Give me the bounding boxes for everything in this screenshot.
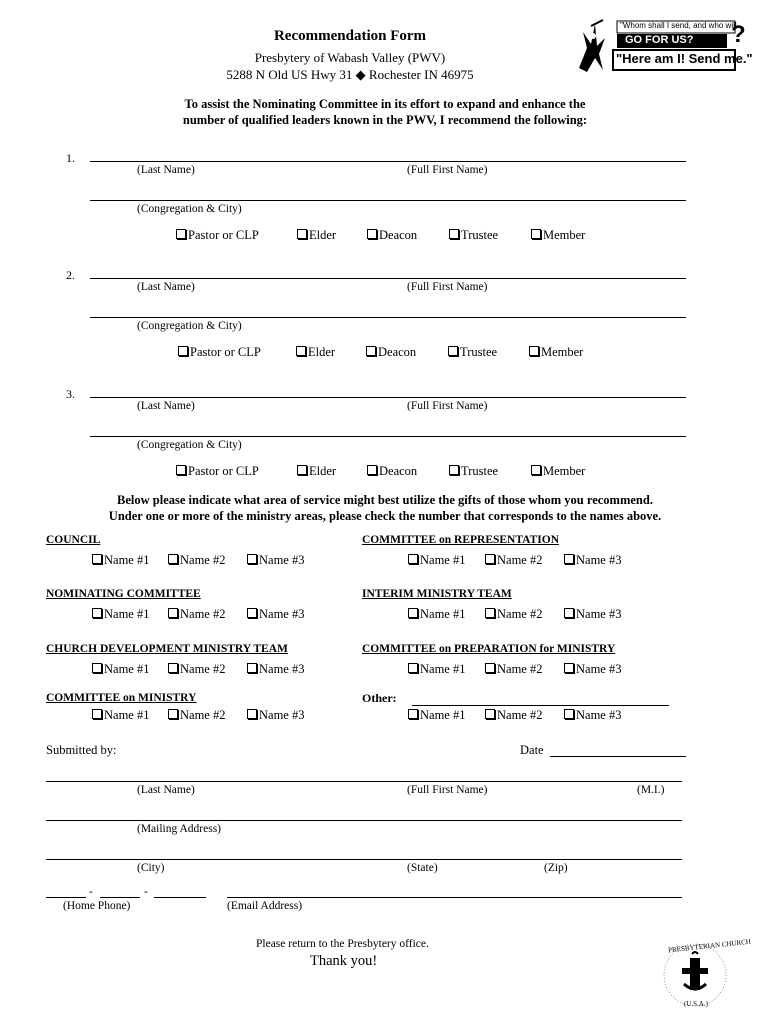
role-member-checkbox[interactable]: Member	[531, 228, 585, 243]
nominee-number-3: 3.	[66, 387, 75, 401]
checkbox-icon	[531, 229, 541, 239]
nominee-1-name-line[interactable]	[90, 161, 686, 162]
other-name-1-checkbox[interactable]: Name #1	[408, 708, 465, 723]
city-state-zip-line[interactable]	[46, 859, 682, 860]
representation-name-3-checkbox[interactable]: Name #3	[564, 553, 621, 568]
congregation-label: (Congregation & City)	[137, 320, 242, 332]
home-phone-label: (Home Phone)	[63, 900, 131, 912]
area-other-label: Other:	[362, 691, 397, 705]
other-name-2-checkbox[interactable]: Name #2	[485, 708, 542, 723]
checkbox-icon	[564, 663, 574, 673]
representation-name-2-checkbox[interactable]: Name #2	[485, 553, 542, 568]
presbytery-name: Presbytery of Wabash Valley (PWV)	[254, 50, 446, 65]
council-name-3-checkbox[interactable]: Name #3	[247, 553, 304, 568]
preparation-name-1-checkbox[interactable]: Name #1	[408, 662, 465, 677]
checkbox-icon	[367, 229, 377, 239]
seal-text-top: PRESBYTERIAN CHURCH	[667, 937, 752, 955]
church-dev-name-3-checkbox[interactable]: Name #3	[247, 662, 304, 677]
checkbox-icon	[564, 608, 574, 618]
nominating-name-2-checkbox[interactable]: Name #2	[168, 607, 225, 622]
church-dev-name-1-checkbox[interactable]: Name #1	[92, 662, 149, 677]
role-trustee-checkbox[interactable]: Trustee	[449, 464, 498, 479]
area-nominating-heading: NOMINATING COMMITTEE	[46, 588, 201, 600]
nominee-number-2: 2.	[66, 268, 75, 282]
checkbox-icon	[168, 554, 178, 564]
congregation-label: (Congregation & City)	[137, 439, 242, 451]
checkbox-icon	[449, 229, 459, 239]
other-name-3-checkbox[interactable]: Name #3	[564, 708, 621, 723]
submitter-mi-label: (M.I.)	[637, 784, 665, 796]
checkbox-icon	[168, 608, 178, 618]
role-member-checkbox[interactable]: Member	[531, 464, 585, 479]
role-trustee-checkbox[interactable]: Trustee	[449, 228, 498, 243]
role-elder-checkbox[interactable]: Elder	[296, 345, 335, 360]
ministry-name-2-checkbox[interactable]: Name #2	[168, 708, 225, 723]
nominee-2-name-line[interactable]	[90, 278, 686, 279]
interim-name-1-checkbox[interactable]: Name #1	[408, 607, 465, 622]
checkbox-icon	[296, 346, 306, 356]
here-am-i-logo	[573, 18, 753, 74]
last-name-label: (Last Name)	[137, 400, 195, 412]
role-elder-checkbox[interactable]: Elder	[297, 228, 336, 243]
checkbox-icon	[247, 709, 257, 719]
role-pastor-checkbox[interactable]: Pastor or CLP	[178, 345, 261, 360]
checkbox-icon	[178, 346, 188, 356]
checkbox-icon	[92, 709, 102, 719]
congregation-label: (Congregation & City)	[137, 203, 242, 215]
area-interim-heading: INTERIM MINISTRY TEAM	[362, 588, 512, 600]
first-name-label: (Full First Name)	[407, 164, 488, 176]
nominee-3-congregation-line[interactable]	[90, 436, 686, 437]
city-label: (City)	[137, 862, 165, 874]
checkbox-icon	[247, 663, 257, 673]
other-area-line[interactable]	[412, 705, 669, 706]
area-council-heading: COUNCIL	[46, 534, 101, 546]
checkbox-icon	[564, 709, 574, 719]
checkbox-icon	[168, 663, 178, 673]
intro-line-2: number of qualified leaders known in the PWV, I recommend the following:	[182, 113, 588, 127]
nominee-number-1: 1.	[66, 151, 75, 165]
seal-text-bottom: (U.S.A.)	[684, 1000, 708, 1008]
instructions-line-1: Below please indicate what area of service might best utilize the gifts of those whom you recommend.	[117, 493, 653, 507]
council-name-1-checkbox[interactable]: Name #1	[92, 553, 149, 568]
preparation-name-3-checkbox[interactable]: Name #3	[564, 662, 621, 677]
checkbox-icon	[485, 709, 495, 719]
return-instructions: Please return to the Presbytery office.	[256, 938, 429, 950]
area-preparation-heading: COMMITTEE on PREPARATION for MINISTRY	[362, 643, 616, 655]
form-title: Recommendation Form	[273, 28, 427, 44]
instructions-line-2: Under one or more of the ministry areas, please check the number that corresponds to the names above.	[108, 509, 662, 523]
checkbox-icon	[485, 554, 495, 564]
checkbox-icon	[176, 229, 186, 239]
role-trustee-checkbox[interactable]: Trustee	[448, 345, 497, 360]
checkbox-icon	[247, 554, 257, 564]
checkbox-icon	[408, 663, 418, 673]
checkbox-icon	[92, 554, 102, 564]
checkbox-icon	[168, 709, 178, 719]
checkbox-icon	[449, 465, 459, 475]
checkbox-icon	[92, 608, 102, 618]
checkbox-icon	[297, 465, 307, 475]
phone-prefix-line[interactable]	[100, 897, 140, 898]
checkbox-icon	[92, 663, 102, 673]
checkbox-icon	[485, 608, 495, 618]
ministry-name-3-checkbox[interactable]: Name #3	[247, 708, 304, 723]
checkbox-icon	[531, 465, 541, 475]
date-label: Date	[520, 743, 544, 757]
mailing-address-line[interactable]	[46, 820, 682, 821]
submitter-name-line[interactable]	[46, 781, 682, 782]
role-deacon-checkbox[interactable]: Deacon	[367, 228, 417, 243]
role-elder-checkbox[interactable]: Elder	[297, 464, 336, 479]
checkbox-icon	[408, 608, 418, 618]
date-line[interactable]	[550, 756, 686, 757]
checkbox-icon	[448, 346, 458, 356]
phone-dash-1: -	[89, 886, 93, 898]
nominee-1-congregation-line[interactable]	[90, 200, 686, 201]
presbyterian-seal	[660, 937, 752, 1010]
role-pastor-checkbox[interactable]: Pastor or CLP	[176, 464, 259, 479]
intro-line-1: To assist the Nominating Committee in its effort to expand and enhance the	[184, 97, 586, 111]
checkbox-icon	[485, 663, 495, 673]
phone-line-number-line[interactable]	[154, 897, 206, 898]
role-deacon-checkbox[interactable]: Deacon	[367, 464, 417, 479]
submitter-first-name-label: (Full First Name)	[407, 784, 488, 796]
representation-name-1-checkbox[interactable]: Name #1	[408, 553, 465, 568]
checkbox-icon	[297, 229, 307, 239]
state-label: (State)	[407, 862, 438, 874]
first-name-label: (Full First Name)	[407, 400, 488, 412]
checkbox-icon	[367, 465, 377, 475]
church-dev-name-2-checkbox[interactable]: Name #2	[168, 662, 225, 677]
presbytery-address: 5288 N Old US Hwy 31 ◆ Rochester IN 46975	[226, 67, 474, 82]
svg-text:?: ?	[731, 21, 746, 48]
checkbox-icon	[529, 346, 539, 356]
logo-line3: "Here am I! Send me."	[616, 51, 753, 66]
submitter-last-name-label: (Last Name)	[137, 784, 195, 796]
phone-area-code-line[interactable]	[46, 897, 86, 898]
ministry-name-1-checkbox[interactable]: Name #1	[92, 708, 149, 723]
role-member-checkbox[interactable]: Member	[529, 345, 583, 360]
role-deacon-checkbox[interactable]: Deacon	[366, 345, 416, 360]
intro-text	[0, 96, 770, 128]
thank-you-text: Thank you!	[310, 953, 378, 969]
nominee-2-congregation-line[interactable]	[90, 317, 686, 318]
logo-line2: GO FOR US?	[625, 34, 694, 46]
nominating-name-3-checkbox[interactable]: Name #3	[247, 607, 304, 622]
area-church-development-heading: CHURCH DEVELOPMENT MINISTRY TEAM	[46, 643, 288, 655]
checkbox-icon	[247, 608, 257, 618]
preparation-name-2-checkbox[interactable]: Name #2	[485, 662, 542, 677]
service-instructions	[0, 492, 770, 524]
checkbox-icon	[176, 465, 186, 475]
role-pastor-checkbox[interactable]: Pastor or CLP	[176, 228, 259, 243]
council-name-2-checkbox[interactable]: Name #2	[168, 553, 225, 568]
interim-name-3-checkbox[interactable]: Name #3	[564, 607, 621, 622]
logo-line1: "Whom shall I send, and who will	[620, 21, 737, 30]
checkbox-icon	[366, 346, 376, 356]
checkbox-icon	[408, 554, 418, 564]
checkbox-icon	[564, 554, 574, 564]
last-name-label: (Last Name)	[137, 281, 195, 293]
email-address-label: (Email Address)	[227, 900, 303, 912]
checkbox-icon	[408, 709, 418, 719]
nominee-3-name-line[interactable]	[90, 397, 686, 398]
email-line[interactable]	[227, 897, 682, 898]
nominating-name-1-checkbox[interactable]: Name #1	[92, 607, 149, 622]
submitted-by-label: Submitted by:	[46, 743, 117, 757]
mailing-address-label: (Mailing Address)	[137, 823, 222, 835]
last-name-label: (Last Name)	[137, 164, 195, 176]
first-name-label: (Full First Name)	[407, 281, 488, 293]
zip-label: (Zip)	[544, 862, 568, 874]
phone-dash-2: -	[144, 886, 148, 898]
interim-name-2-checkbox[interactable]: Name #2	[485, 607, 542, 622]
area-representation-heading: COMMITTEE on REPRESENTATION	[362, 534, 560, 546]
area-ministry-heading: COMMITTEE on MINISTRY	[46, 692, 197, 704]
